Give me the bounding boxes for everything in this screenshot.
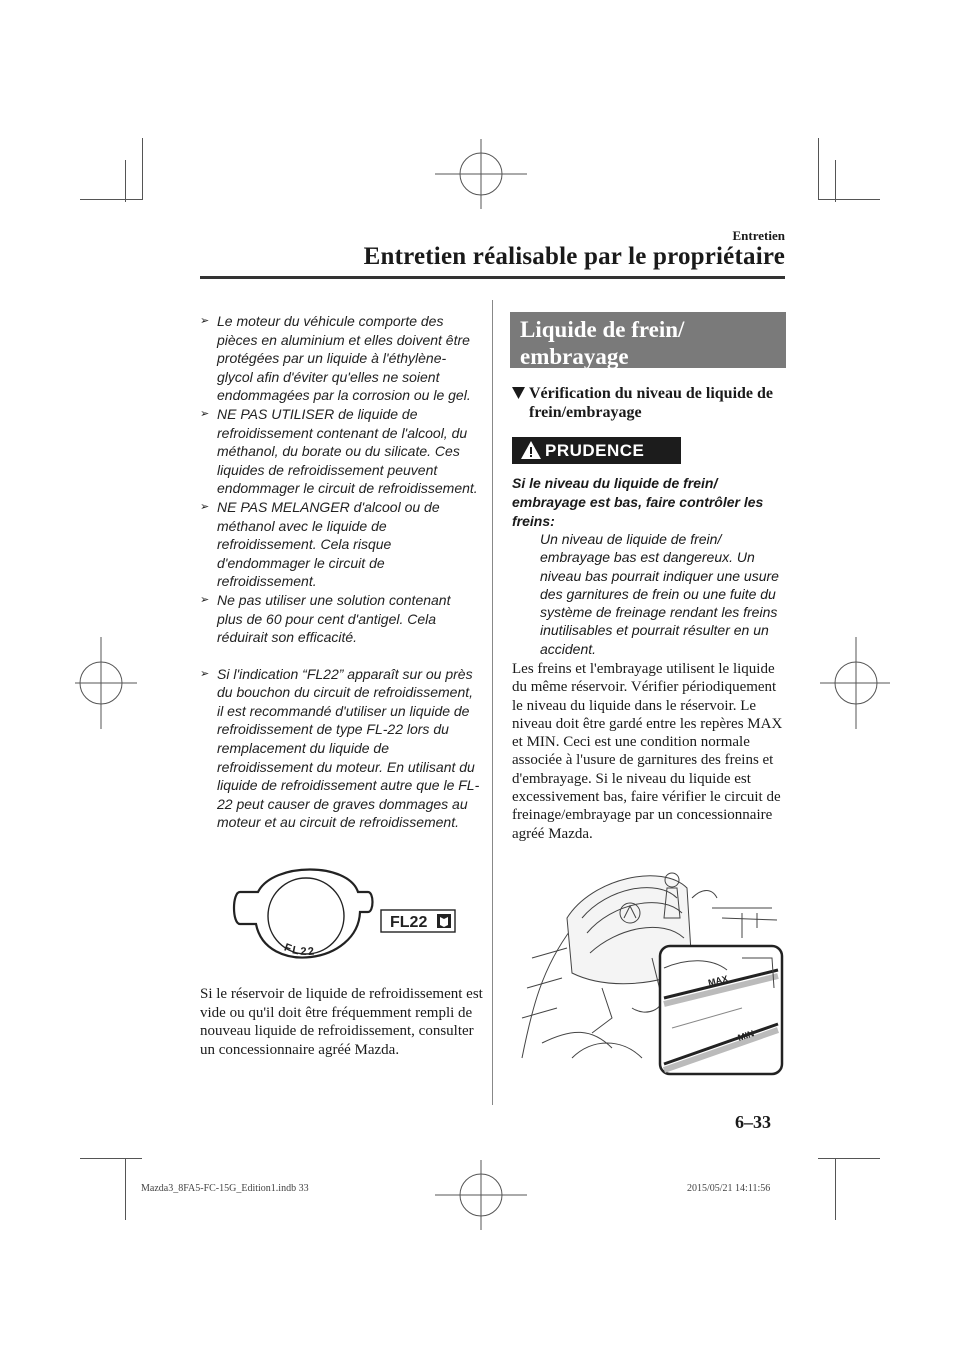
engine-bay-illustration	[512, 858, 784, 1076]
max-mark-label: MAX	[707, 973, 729, 988]
subheading	[512, 384, 782, 422]
caution-label: PRUDENCE	[545, 441, 645, 460]
subheading-text: Vérification du niveau de liquide de frein/embrayage	[529, 385, 774, 421]
radiator-cap-illustration	[218, 864, 468, 974]
arrowhead-bullet-icon: ➢	[200, 667, 210, 680]
section-title: Liquide de frein/ embrayage	[510, 312, 786, 368]
registration-mark-left	[75, 637, 165, 729]
note-text: NE PAS MELANGER d'alcool ou de méthanol avec le liquide de refroidissement. Cela risque d'endommager le circuit de refroidissement.	[217, 498, 440, 590]
registration-mark-right	[820, 637, 890, 729]
registration-mark-bottom	[435, 1155, 527, 1235]
warning-icon	[520, 440, 542, 460]
arrowhead-bullet-icon: ➢	[200, 315, 210, 327]
note-item	[200, 665, 480, 832]
caution-body: Un niveau de liquide de frein/ embrayage bas est dangereux. Un niveau bas pourrait indiquer une usure des garnitures de frein ou une fuite du système de freinage rendant les freins inutilisables et pourrait résulter en un accident.	[540, 531, 779, 657]
coolant-notes	[200, 312, 480, 832]
header-rule	[200, 276, 785, 279]
brake-paragraph: Les freins et l'embrayage utilisent le liquide du même réservoir. Vérifier périodiquement le niveau du liquide dans le réservoir. Le niveau doit être gardé entre les repères MAX et MIN. Ceci est une condition normale associée à l'usure de garnitures des freins et d'embrayage. Si le niveau du liquide est excessivement bas, faire vérifier le circuit de freinage/embrayage par un concessionnaire agréé Mazda.	[512, 661, 783, 842]
note-item	[200, 498, 480, 591]
footer-file-name: Mazda3_8FA5-FC-15G_Edition1.indb 33	[141, 1183, 309, 1194]
column-divider	[492, 300, 493, 1105]
arrowhead-bullet-icon: ➢	[200, 407, 210, 420]
caution-banner	[512, 437, 681, 464]
note-text: Si l'indication “FL22” apparaît sur ou près du bouchon du circuit de refroidissement, il est recommandé d'utiliser un liquide de refroidissement de type FL-22 lors du remplacement du liquide de refroidissement du moteur. En utilisant du liquide de refroidissement autre que le FL-22 peut causer de graves dommages au moteur et au circuit de refroidissement.	[217, 665, 480, 831]
note-text: NE PAS UTILISER de liquide de refroidissement contenant de l'alcool, du méthanol, du borate ou du silicate. Ces liquides de refroidissement peuvent endommager le circuit de refroidissement.	[217, 405, 478, 497]
note-text: Le moteur du véhicule comporte des pièces en aluminium et elles doivent être protégées par un liquide à l'éthylène-glycol afin d'éviter qu'elles ne soient endommagées par la corrosion ou le gel.	[217, 313, 471, 404]
note-item	[200, 591, 480, 647]
cap-embossed-label: FL22	[282, 941, 317, 959]
arrowhead-bullet-icon: ➢	[200, 500, 210, 513]
triangle-down-icon	[512, 386, 525, 399]
registration-mark-top	[435, 134, 527, 214]
coolant-paragraph: Si le réservoir de liquide de refroidissement est vide ou qu'il doit être fréquemment rempli de nouveau liquide de refroidissement, consulter un concessionnaire agréé Mazda.	[200, 986, 483, 1059]
note-item	[200, 405, 480, 498]
note-text: Ne pas utiliser une solution contenant plus de 60 pour cent d'antigel. Cela réduirait son efficacité.	[217, 591, 451, 646]
header-title: Entretien réalisable par le propriétaire	[363, 243, 785, 270]
note-item	[200, 312, 480, 405]
footer-timestamp: 2015/05/21 14:11:56	[687, 1183, 771, 1194]
min-mark-label: MIN	[736, 1028, 756, 1043]
caution-heading: Si le niveau du liquide de frein/ embrayage est bas, faire contrôler les freins:	[512, 475, 764, 529]
arrowhead-bullet-icon: ➢	[200, 593, 210, 606]
header-section-name: Entretien	[732, 228, 785, 243]
fl22-badge-label: FL22	[390, 914, 428, 931]
page-number: 6–33	[735, 1112, 771, 1132]
